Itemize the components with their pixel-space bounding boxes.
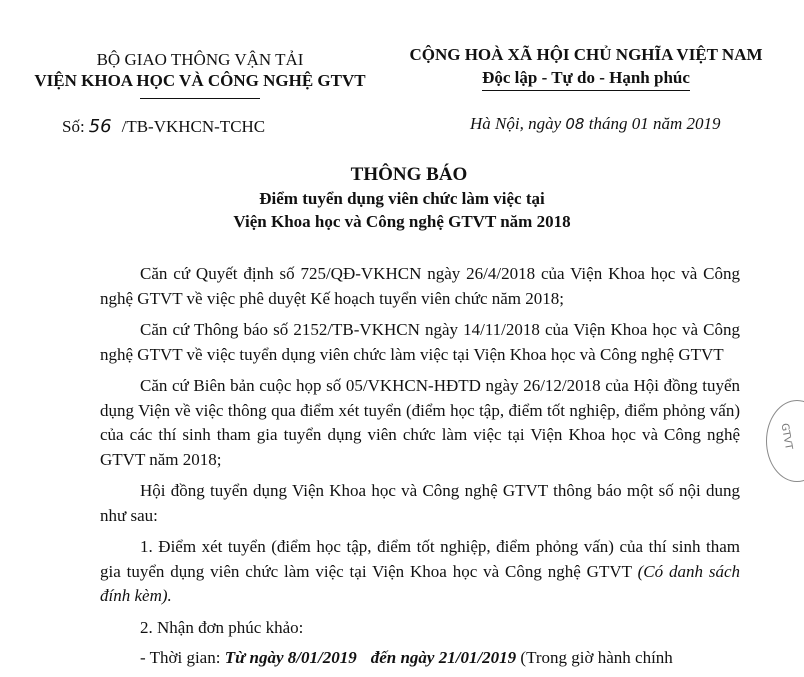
time-note: (Trong giờ hành chính [516, 648, 673, 667]
title-sub-1: Điểm tuyển dụng viên chức làm việc tại [259, 189, 545, 208]
paragraph-4: Hội đồng tuyển dụng Viện Khoa học và Công nghệ GTVT thông báo một số nội dung như sau: [100, 481, 740, 525]
national-header [386, 44, 786, 91]
date-suffix: tháng 01 năm 2019 [584, 114, 721, 133]
stamp-seal [766, 400, 804, 482]
handwritten-number: 56 [88, 116, 112, 137]
number-code: /TB-VKHCN-TCHC [121, 117, 266, 136]
title-sub-2: Viện Khoa học và Công nghệ GTVT năm 2018 [233, 212, 571, 231]
issuing-institute: VIỆN KHOA HỌC VÀ CÔNG NGHỆ GTVT [34, 71, 366, 90]
title-main: THÔNG BÁO [350, 164, 468, 185]
paragraph-5-italic: (Có danh sách đính kèm). [100, 561, 740, 605]
paragraph-7 [100, 646, 740, 671]
paragraph-3: Căn cứ Biên bản cuộc họp số 05/VKHCN-HĐTD ngày 26/12/2018 của Hội đồng tuyển dụng Viện về việc thông qua điểm xét tuyển (điểm học tập, điểm tốt nghiệp, điểm phỏng vấn) của các thí sinh tham gia tuyển dụng viên chức làm việc tại Viện Khoa học và Công nghệ GTVT năm 2018; [100, 376, 740, 469]
issue-date [470, 114, 720, 134]
country-name: CỘNG HOÀ XÃ HỘI CHỦ NGHĨA VIỆT NAM [409, 45, 763, 64]
stamp-text: GTVT [778, 422, 794, 451]
handwritten-day: 08 [565, 115, 585, 133]
paragraph-5 [100, 535, 740, 609]
national-motto: Độc lập - Tự do - Hạnh phúc [482, 66, 690, 91]
number-label: Số: [62, 117, 85, 136]
date-prefix: Hà Nội, ngày [470, 114, 566, 133]
paragraph-2: Căn cứ Thông báo số 2152/TB-VKHCN ngày 14/11/2018 của Viện Khoa học và Công nghệ GTVT về việc tuyển dụng viên chức làm việc tại Viện Khoa học và Công nghệ GTVT [100, 320, 740, 364]
time-label: - Thời gian: [140, 648, 225, 667]
parent-ministry: BỘ GIAO THÔNG VẬN TẢI [96, 50, 304, 69]
paragraph-5-text: 1. Điểm xét tuyển (điểm học tập, điểm tốt nghiệp, điểm phỏng vấn) của thí sinh tham gia tuyển dụng viên chức làm việc tại Viện Khoa học và Công nghệ GTVT [100, 537, 740, 581]
paragraph-1: Căn cứ Quyết định số 725/QĐ-VKHCN ngày 26/4/2018 của Viện Khoa học và Công nghệ GTVT về việc phê duyệt Kế hoạch tuyển viên chức năm 2018; [100, 264, 740, 308]
date-from: Từ ngày 8/01/2019 [224, 648, 357, 667]
paragraph-6: 2. Nhận đơn phúc khảo: [140, 617, 304, 637]
date-to: đến ngày 21/01/2019 [370, 648, 517, 667]
issuer-underline [140, 98, 260, 99]
document-body [100, 262, 740, 677]
document-number [62, 116, 265, 137]
document-title [0, 163, 804, 233]
issuer-block [20, 50, 380, 92]
